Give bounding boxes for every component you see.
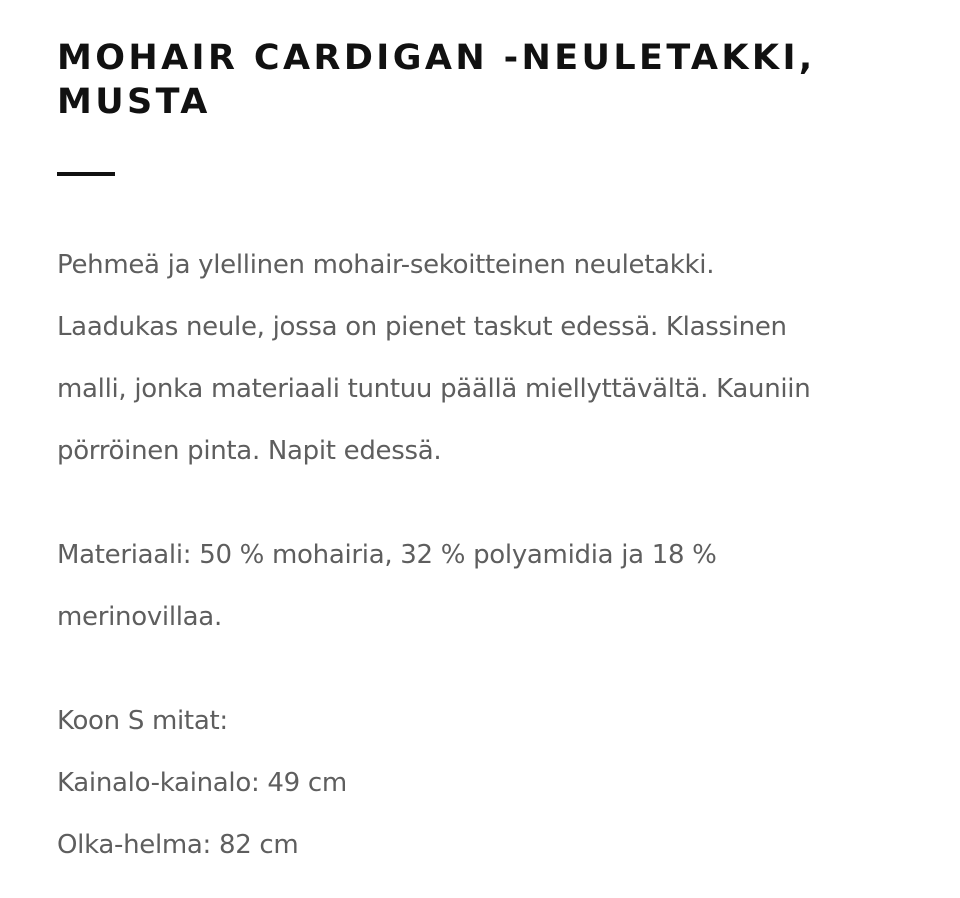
description-line: pörröinen pinta. Napit edessä. [57,436,442,466]
description-line: Pehmeä ja ylellinen mohair-sekoitteinen neuletakki. [57,250,715,280]
measurement-line: Kainalo-kainalo: 49 cm [57,768,347,798]
title-divider [57,172,115,176]
product-title-line: MOHAIR CARDIGAN -NEULETAKKI, [57,38,816,78]
paragraph-spacer [57,648,937,690]
measurements-heading: Koon S mitat: [57,706,228,736]
product-title [57,36,937,124]
paragraph-spacer [57,482,937,524]
description-line: Laadukas neule, jossa on pienet taskut edessä. Klassinen [57,312,787,342]
product-title-line: MUSTA [57,82,211,122]
product-info [57,0,937,876]
measurement-line: Olka-helma: 82 cm [57,830,299,860]
description-line: malli, jonka materiaali tuntuu päällä miellyttävältä. Kauniin [57,374,811,404]
material-line: Materiaali: 50 % mohairia, 32 % polyamidia ja 18 % [57,540,717,570]
product-description [57,234,937,876]
material-line: merinovillaa. [57,602,222,632]
